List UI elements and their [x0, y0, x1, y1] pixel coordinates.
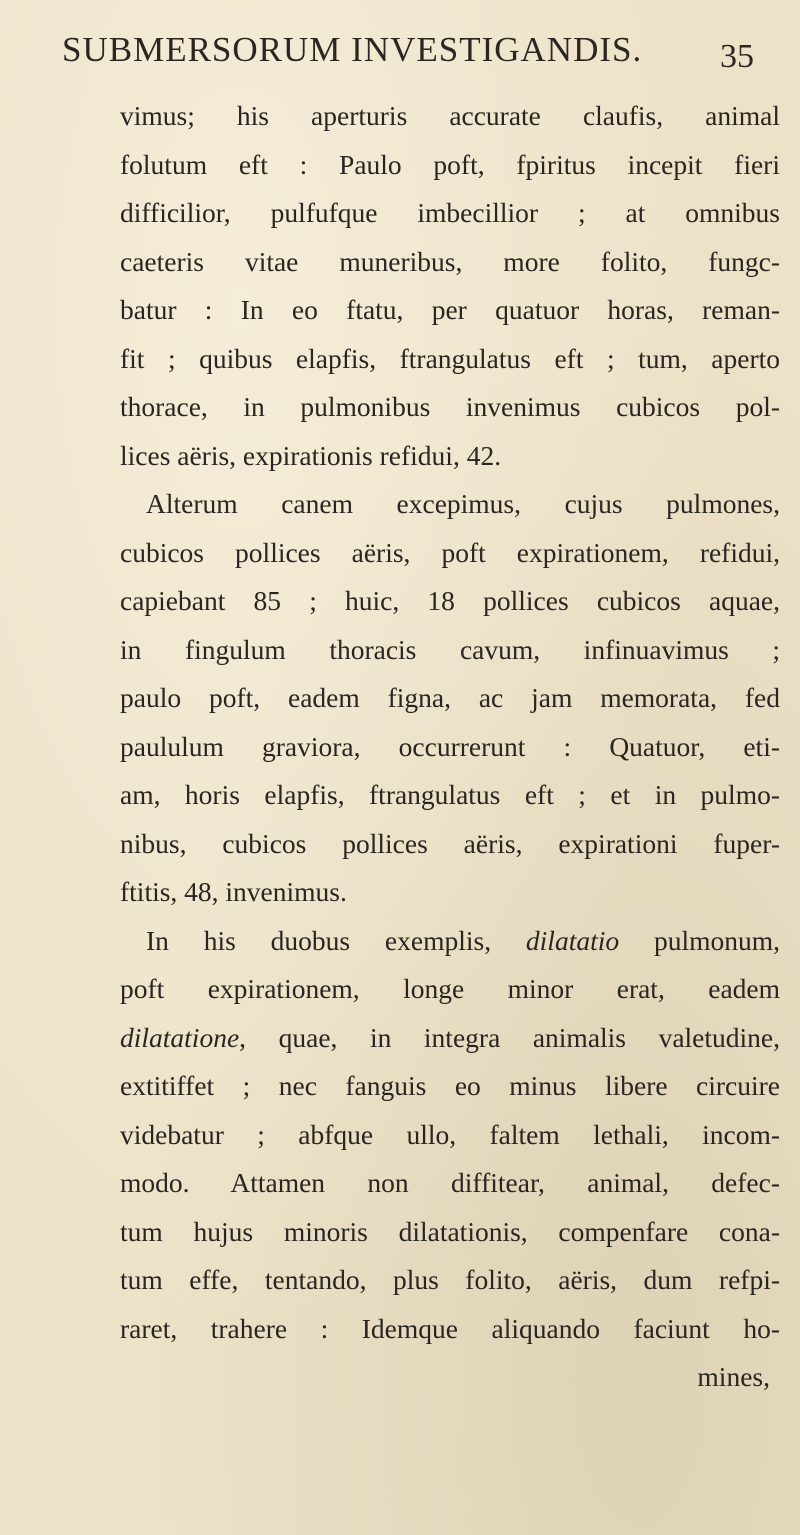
- text-line: ftitis, 48, invenimus.: [120, 876, 347, 907]
- text-line: cubicos pollices aëris, poft expirationem, refidui,: [120, 536, 780, 568]
- text-span: In his duobus exemplis,: [146, 924, 526, 956]
- text-line: folutum eft : Paulo poft, fpiritus incepit fieri: [120, 148, 780, 180]
- body-text: [120, 92, 780, 1402]
- text-line: tum effe, tentando, plus folito, aëris, dum refpi-: [120, 1264, 780, 1295]
- text-line: fit ; quibus elapfis, ftrangulatus eft ; tum, aperto: [120, 342, 780, 374]
- text-line: modo. Attamen non diffitear, animal, defec-: [120, 1167, 780, 1198]
- text-line: paulo poft, eadem figna, ac jam memorata, fed: [120, 682, 780, 713]
- text-line: videbatur ; abfque ullo, faltem lethali, incom-: [120, 1118, 780, 1150]
- text-line: tum hujus minoris dilatationis, compenfare cona-: [120, 1215, 780, 1247]
- page-number: 35: [720, 38, 754, 75]
- text-line: vimus; his aperturis accurate claufis, animal: [120, 100, 780, 131]
- italic-term: dilatatione: [120, 1021, 240, 1053]
- running-head: [62, 30, 772, 86]
- text-line: caeteris vitae muneribus, more folito, fungc-: [120, 245, 780, 277]
- paragraph-first-line: [120, 917, 780, 966]
- text-line: [120, 1014, 780, 1063]
- text-line: am, horis elapfis, ftrangulatus eft ; et in pulmo-: [120, 779, 780, 810]
- text-line: capiebant 85 ; huic, 18 pollices cubicos aquae,: [120, 585, 780, 616]
- text-line: poft expirationem, longe minor erat, eadem: [120, 973, 780, 1004]
- text-span: , quae, in integra animalis valetudine,: [239, 1021, 780, 1053]
- text-line: difficilior, pulfufque imbecillior ; at omnibus: [120, 197, 780, 228]
- text-line: in fingulum thoracis cavum, infinuavimus ;: [120, 633, 780, 665]
- text-line: paululum graviora, occurrerunt : Quatuor, eti-: [120, 730, 780, 762]
- text-line: thorace, in pulmonibus invenimus cubicos pol-: [120, 391, 780, 422]
- text-line: batur : In eo ftatu, per quatuor horas, reman-: [120, 294, 780, 325]
- text-line: extitiffet ; nec fanguis eo minus libere circuire: [120, 1070, 780, 1101]
- text-line: nibus, cubicos pollices aëris, expirationi fuper-: [120, 827, 780, 859]
- text-line: lices aëris, expirationis refidui, 42.: [120, 439, 502, 471]
- text-line: raret, trahere : Idemque aliquando faciunt ho-: [120, 1312, 780, 1344]
- paragraph-first-line: Alterum canem excepimus, cujus pulmones,: [146, 488, 780, 519]
- catchword: mines,: [697, 1361, 770, 1392]
- text-span: pulmonum,: [619, 924, 780, 956]
- italic-term: dilatatio: [525, 924, 620, 956]
- running-title: SUBMERSORUM INVESTIGANDIS.: [62, 30, 643, 69]
